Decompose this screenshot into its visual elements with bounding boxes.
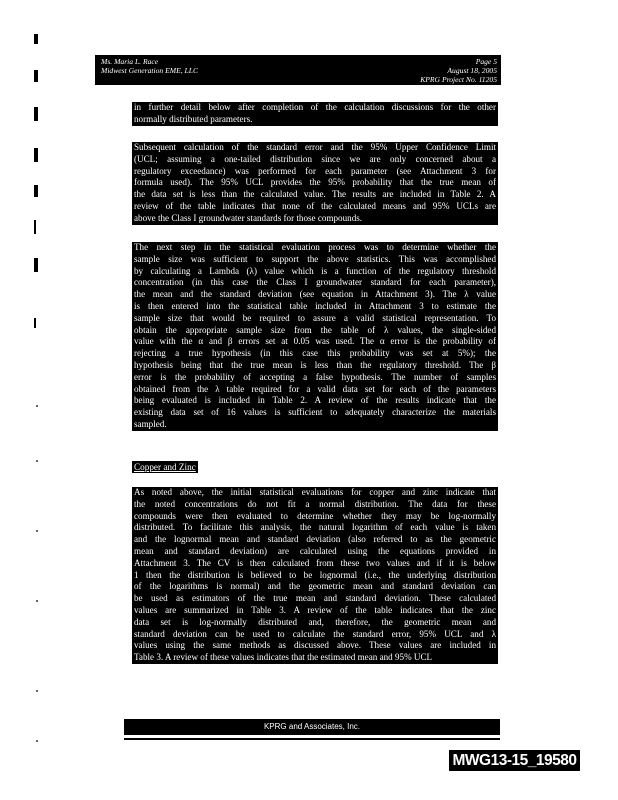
copper-zinc-paragraph — [132, 487, 498, 664]
paragraph-line: the noted concentrations do not fit a normal distribution. The data for these — [134, 498, 496, 509]
paragraph-line: being evaluated is included in Table 2. A review of the results indicate that the — [134, 395, 496, 406]
recipient-name: Ms. Maria L. Race — [101, 57, 159, 66]
paragraph-line: values using the same methods as discussed above. These values are included in — [134, 640, 496, 651]
scan-margin-mark — [34, 185, 38, 197]
paragraph-line: existing data set of 16 values is sufficient to adequately characterize the materials — [134, 407, 496, 418]
scan-margin-tick — [36, 405, 38, 407]
scan-margin-mark — [34, 107, 38, 121]
paragraph-line: above the Class I groundwater standards for those compounds. — [134, 212, 363, 223]
paragraph-line: the mean and the standard deviation (see equation in Attachment 3). The λ value — [134, 289, 496, 300]
scan-margin-mark — [34, 258, 38, 272]
paragraph-line: mean and standard deviation) are calculated using the equations provided in — [134, 545, 496, 556]
paragraph-line: error is the probability of accepting a false hypothesis. The number of samples — [134, 371, 496, 382]
paragraph-line: sample size that would be required to assure a valid statistical representation. To — [134, 312, 496, 323]
paragraph-line: standard deviation can be used to calculate the standard error, 95% UCL and λ — [134, 628, 496, 639]
scan-margin-tick — [36, 530, 38, 532]
intro-paragraph — [132, 102, 498, 126]
section-heading-copper-zinc: Copper and Zinc — [134, 462, 196, 472]
paragraph-line: be used as estimators of the true mean and standard deviation. These calculated — [134, 593, 496, 604]
footer-rule — [124, 738, 500, 740]
header-meta — [420, 57, 497, 84]
letter-date: August 18, 2005 — [447, 66, 497, 75]
paragraph-line: The next step in the statistical evaluation process was to determine whether the — [134, 242, 496, 252]
recipient-company: Midwest Generation EME, LLC — [101, 66, 199, 75]
paragraph-line: Table 3. A review of these values indicates that the estimated mean and 95% UCL — [134, 652, 433, 663]
paragraph-line: normally distributed parameters. — [134, 113, 253, 124]
paragraph-line: in further detail below after completion of the calculation discussions for the other — [134, 102, 496, 112]
paragraph-line: value with the α and β errors set at 0.05 was used. The α error is the probability of — [134, 336, 496, 347]
paragraph-line: formula used). The 95% UCL provides the 95% probability that the true mean of — [134, 177, 496, 188]
paragraph-line: obtain the appropriate sample size from the table of λ values, the single-sided — [134, 324, 496, 335]
scan-margin-tick — [36, 740, 38, 742]
paragraph-line: by calculating a Lambda (λ) value which is a function of the regulatory threshold — [134, 265, 496, 276]
letter-header — [95, 55, 501, 85]
paragraph-line: 1 then the distribution is believed to be lognormal (i.e., the underlying distribution — [134, 569, 496, 580]
paragraph-line: concentration (in this case the Class I groundwater standard for each parameter), — [134, 277, 496, 288]
paragraph-line: (UCL; assuming a one-tailed distribution since we are only concerned about a — [134, 153, 496, 164]
scan-margin-mark — [34, 34, 38, 44]
bates-stamp: MWG13-15_19580 — [449, 750, 580, 771]
paragraph-line: the data set is less than the calculated value. The results are included in Table 2. A — [134, 189, 496, 200]
project-number: KPRG Project No. 11205 — [420, 75, 497, 84]
page-number: Page 5 — [475, 57, 497, 66]
paragraph-line: sampled. — [134, 418, 167, 429]
scan-margin-mark — [34, 220, 36, 234]
ucl-paragraph — [132, 142, 498, 225]
paragraph-line: data set is log-normally distributed and, therefore, the geometric mean and — [134, 616, 496, 627]
header-recipient — [101, 57, 198, 75]
paragraph-line: As noted above, the initial statistical evaluations for copper and zinc indicate that — [134, 487, 496, 497]
scan-margin-tick — [36, 600, 38, 602]
paragraph-line: compounds were then evaluated to determine whether they may be log-normally — [134, 510, 496, 521]
scan-margin-mark — [34, 70, 38, 82]
page-footer: KPRG and Associates, Inc. — [124, 719, 500, 735]
scan-margin-tick — [36, 690, 38, 692]
paragraph-line: distributed. To facilitate this analysis, the natural logarithm of each value is taken — [134, 522, 496, 533]
paragraph-line: hypothesis being that the true mean is less than the regulatory threshold. The β — [134, 359, 496, 370]
paragraph-line: rejecting a true hypothesis (in this case this probability was set at 5%); the — [134, 348, 496, 359]
paragraph-line: of the logarithms is normal) and the geometric mean and standard deviation can — [134, 581, 496, 592]
paragraph-line: regulatory exceedance) was performed for each parameter (see Attachment 3 for — [134, 165, 496, 176]
paragraph-line: sample size was sufficient to support the above statistics. This was accomplished — [134, 253, 496, 264]
paragraph-line: obtained from the λ table required for a valid data set for each of the parameters — [134, 383, 496, 394]
paragraph-line: and the lognormal mean and standard deviation (also referred to as the geometric — [134, 534, 496, 545]
paragraph-line: Subsequent calculation of the standard error and the 95% Upper Confidence Limit — [134, 142, 496, 152]
paragraph-line: review of the table indicates that none of the calculated means and 95% UCLs are — [134, 200, 496, 211]
paragraph-line: Attachment 3. The CV is then calculated from these two values and if it is below — [134, 557, 496, 568]
scan-margin-mark — [34, 318, 36, 328]
paragraph-line: values are summarized in Table 3. A review of the table indicates that the zinc — [134, 604, 496, 615]
scan-margin-tick — [36, 460, 38, 462]
scan-margin-mark — [34, 148, 38, 162]
sample-size-paragraph — [132, 242, 498, 431]
paragraph-line: is then entered into the statistical table included in Attachment 3 to estimate the — [134, 300, 496, 311]
